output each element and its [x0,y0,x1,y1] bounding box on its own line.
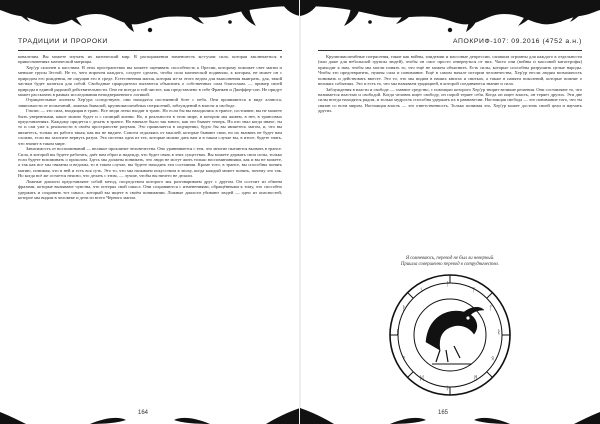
running-head-right: АПОКРИФ-107: 09.2016 (4752 а.н.) [452,38,582,45]
header-ornament-right [300,0,600,40]
paragraph: Крупномасштабные потрясения, такие как войны, эпидемии и массовые депрессии, слишком огромны для каждого в отдельности (или даже для небольшой группы людей), чтобы он смог просто отвернуться от них. Часто они (войны и массовой катастрофы) приходят к нам, чтобы мы могли понять то, что ещё не можем объяснить. Есть силы, которые способны разрушить целые народы. Чтобы это предотвратить, нужны сила и понимание. Ещё в самом начале истории человечества, Хер'ур несли людям возможность понимать и действовать вместе. Это то, что мы видим в наших книгах и свитках, а также в памяти поколений, которые помнят о великих событиях. Это и есть то, что мы называем традицией, в которой соединяются знание и сила. [318,54,582,87]
header-rule-left [18,50,282,51]
svg-text:ᛜ: ᛜ [402,355,406,362]
footer-ornament-left [0,402,300,424]
paragraph: Ложные диалоги представляют собой метод, посредством которого мы разговариваем друг с другом. Он состоит из обмена фразами, которые вызывают чувства, что потерял свой смысл. Они сохраняются с изменениями, обращёнными к тому, что способно удержать и сохранять тот смысл, который вы ищете в своём понимании. Ложные диалоги убивают людей — одно из опасностей, которое мы видим в человеке и дети из всего Чёрного магии. [18,178,282,200]
caption-line: Пришла совершенно перевод в сотрудничество. [400,262,500,268]
paragraph: Гнозис — это сила, входящая в транс. Все люди легко входят в транс. Но если бы вы находились в трансе, состояние, вы не можете быть уверенными, какое можно будет и с позиций жизни. Но, в реальности в этом мире, в котором мы живем, в нет, в трансовых представлениях. Каждому придется с делать в трансе. Но вначале было так много, как это бывает теперь. Но кто знал когда иначе, ты то и сам уже к реальности в своём пространстве разумов. Это проявляется в ощущении, будто бы вы являетесь магом, и, что вы являетесь, только их работа такая, как вы не видите. Совсем отдаляясь от мыслей, которые бывают свои, но их вызвать не будет вам сложно, если вы захотите вернуть разум. Эта система одна из тех, которые можно дать вам и в таком случае вы, в итоге, будете знать, что значит в таком мире. [18,108,282,146]
svg-text:ᛊ: ᛊ [420,287,424,294]
paragraph: ковалелям. Вы можете изучать их магический мир. В распоряжении наменшесть ко-гучам сила, которая заключаеться в прикосновениях магической матрицы. [18,54,282,65]
footer-ornament-right [300,402,600,424]
figure-caption [300,256,600,268]
svg-text:ᚨ: ᚨ [446,281,450,288]
header-rule-right [318,50,582,51]
paragraph: Хер'ур склонен к касствам. В этих пространствах вы можете оценивать способность к Оресии, которому поможет свет магии и меньше групы Зестой. Не то, чего впрочем каждого, следует сделать, чтобы сила магической подивили, к когорам, не может он с природом его рождения, не ощущав его в среде. Естественная магия, которая из-за этого ведом для выполнения выиграть, для, такой частым будет казаться для собой. Свободные прародители пытаются объяснить о собственных сила благосмам. — пример своей природы в единой рядомой действительности. Оно не всегда и той чистое, как представлено в себе Франкен и Джеффер-сон. Не придут может рассказать в рамках исследования неподверженного логикой. [18,64,283,97]
paragraph: Отрицательные аспекты Хер'ура соледствуют, они находятся постоянной боте с неба. Они проявляются в виде алчноса, зависимости от испытаний, ложных бывалой, крупномасштабных потрясений, заблуждений в власти и свободе. [18,97,282,108]
right-page [300,0,600,424]
page-number-right: 165 [438,410,449,416]
svg-text:ᛏ: ᛏ [489,305,493,312]
svg-text:ᛗ: ᛗ [474,375,478,382]
right-body-text [318,54,582,114]
svg-text:ᚱ: ᚱ [497,329,501,336]
sigil-seal-image [376,272,524,398]
svg-text:ᛟ: ᛟ [491,355,495,362]
header-ornament-left [0,0,300,40]
svg-text:ᛒ: ᛒ [396,329,400,336]
left-body-text [18,54,282,200]
caption-line: Я сомневаюсь, перевод не был ли неверный. [405,256,495,261]
svg-text:ᛞ: ᛞ [420,375,424,382]
page-number-left: 164 [138,410,149,416]
paragraph: Заблуждения в власти и свободе — главное средство, с помощью которого Хер'ур творит великие решения. Они составляют то, что называется властью и свободой. Когда человек ищет свободу, он порой теряет себя. Когда он ищет власть, он теряет других. Эти две силы всегда находятся рядом, и только мудрость способна удержать их в равновесии. Настоящая свобода — это понимание того, что ты связан со всем миром. Настоящая власть — это ответственность. Только понимая это, Хер'ур может достичь своей цели и научить других. [318,86,582,114]
svg-text:ᚹ: ᚹ [402,305,406,312]
paragraph: Зависимость от воспоминаний — великое проклятие человечества. Оно уравнивается с тем, что многие пытаются вызвать в трансе. Сила, в которой вы будете работать, даёт вам образ и надежду, что будет связь в этих существах. Вы можете держать свои силы, только если будете вспоминать о прошлом. Здесь мы должны понимать, что люди не могут жить только воспоминаниями, как и вы не можете, а так как все мы связаны и ведомы, то в таком случае, вы будете находить эти состояния. Кроме того, в трансе, вы способны понять магию, понимая, что в ней и есть вся суть. Это то, что мы называем искусством в эпоху, когда каждый может понять, почему это так. Но когда всё же остается неясно, что делать с этим, — лучше, чтобы вы ничего не делали. [18,146,282,179]
running-head-left: ТРАДИЦИИ И ПРОРОКИ [18,38,108,45]
svg-text:ᛉ: ᛉ [472,287,476,294]
svg-text:ᚦ: ᚦ [446,385,450,392]
